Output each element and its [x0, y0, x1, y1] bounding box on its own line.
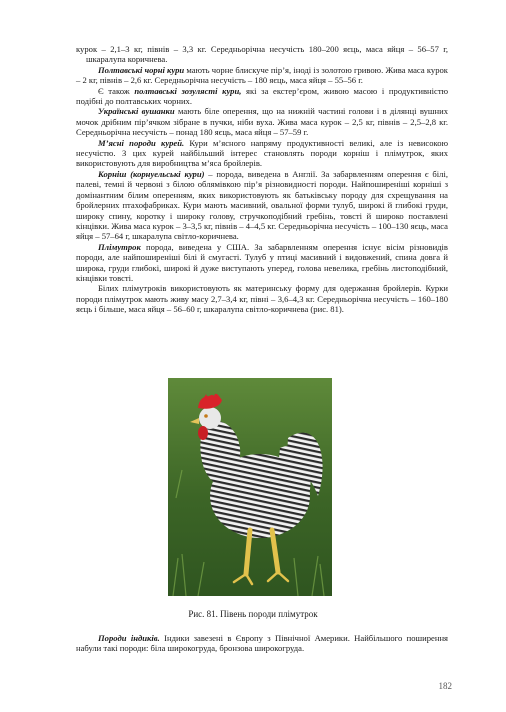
paragraph-text: – порода, виведена в Англії. За забарвленням оперення є білі, палеві, темні й червоні з білою облямівкою пір’я різновидності породи. Найпоширеніші корніші з домінантним білим оперенням, яких використовують як батьківську породу для схрещування на бройлерних птахофабриках. Кури мають масивний, овальної форми тулуб, широкі й глибокі груди, широку спину, коротку і широку голову, стручкоподібний гребінь, товсті й широко поставлені кінцівки. Жива маса курок – 3–3,5 кг, півнів – 4–4,5 кг. Середньорічна несучість – 100–130 яєць, маса яйця – 57–64 г, шкаралупа світло-коричнева.	[76, 168, 448, 242]
page-body	[76, 44, 448, 315]
paragraph-text: Індики завезені в Європу з Північної Америки. Найбільшого поширення набули такі породи: біла широкогруда, бронзова широкогруда.	[76, 633, 448, 654]
paragraph-text: мають чорне блискуче пір’я, іноді із золотою гривою. Жива маса курок – 2 кг, півнів – 2,6 кг. Середньорічна несучість – 180 яєць, маса яйця – 55–56 г.	[76, 64, 448, 86]
paragraph-text: Кури м’ясного напряму продуктивності великі, але із невисокою несучістю. З цих курей найбільший інтерес становлять породи корніш і плімутрок, яких використовують для виробництва м’яса бройлерів.	[76, 137, 448, 169]
paragraph-text: які за екстер’єром, живою масою і продуктивністю подібні до полтавських чорних.	[76, 85, 448, 107]
breed-term: Корніш (корнуельські кури)	[98, 168, 205, 179]
paragraph-plimutrok	[76, 242, 448, 284]
paragraph-ukrainski-vushanky	[76, 106, 448, 137]
paragraph-indyky	[76, 633, 448, 654]
paragraph-bili-plimutroky	[76, 283, 448, 314]
rooster-head	[199, 407, 221, 429]
rooster-wattle	[198, 426, 208, 440]
paragraph-poltavski-zozuliasti	[76, 86, 448, 107]
paragraph-lead-plain: Є також	[98, 85, 135, 96]
paragraph-poltavski-chorni	[76, 65, 448, 86]
breed-term: Полтавські чорні кури	[98, 64, 185, 75]
rooster-eye	[204, 414, 208, 418]
paragraph-miasni-porody	[76, 138, 448, 169]
paragraph-text: мають біле оперення, що на нижній частині голови і в ділянці вушних мочок дрібним пір’ячком зібране в пучки, ніби вуха. Жива маса курок – 2,5 кг, півнів – 2,5–2,8 кг. Середньорічна несучість – понад 180 яєць, маса яйця – 57–59 г.	[76, 106, 448, 138]
paragraph-kurky-cont	[76, 44, 448, 65]
breed-term: Українські вушанки	[98, 106, 175, 117]
paragraph-kornish	[76, 169, 448, 242]
rooster-photo	[168, 378, 332, 596]
breed-term: полтавські зозулясті кури,	[134, 85, 242, 96]
breed-term: Плімутрок	[98, 241, 141, 252]
page-number: 182	[438, 681, 452, 691]
figure-caption: Рис. 81. Півень породи плімутрок	[188, 609, 318, 619]
breed-term: М’ясні породи курей.	[98, 137, 185, 148]
breed-term: Породи індиків.	[98, 633, 160, 643]
paragraph-text: курок – 2,1–3 кг, півнів – 3,3 кг. Середньорічна несучість 180–200 яєць, маса яйця – 56–57 г, шкаралупа коричнева.	[76, 44, 448, 65]
rooster-illustration	[168, 378, 332, 596]
paragraph-indyky-text	[76, 633, 448, 654]
paragraph-text: порода, виведена у США. За забарвленням оперення існує вісім різновидів породи, але найпоширеніші білі й смугасті. Тулуб у птиці масивний і видовжений, спина довга й широка, груди глибокі, широкі й дуже виступають уперед, голова невелика, гребінь листоподібний, кінцівки товсті.	[76, 241, 448, 283]
paragraph-text: Білих плімутроків використовують як материнську форму для одержання бройлерів. Курки породи плімутрок мають живу масу 2,7–3,4 кг, півні – 3,6–4,3 кг. Середньорічна несучість – 160–180 яєць і більше, маса яйця – 56–60 г, шкаралупа світло-коричнева (рис. 81).	[76, 283, 448, 315]
